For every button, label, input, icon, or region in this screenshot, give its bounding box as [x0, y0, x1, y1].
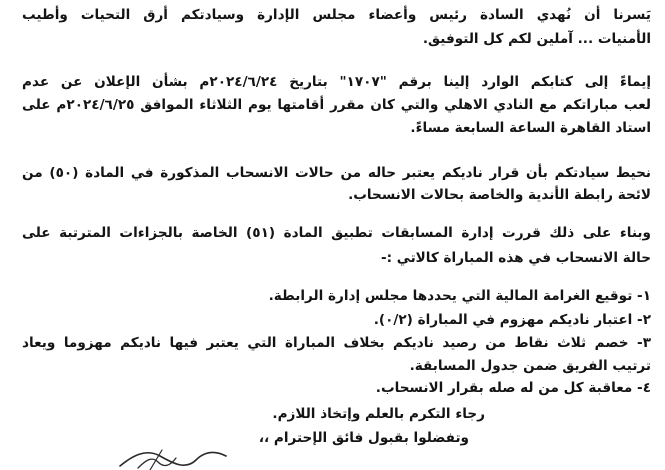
penalty-item-3-continuation: ترتيب الفريق ضمن جدول المسابقة. — [409, 358, 651, 374]
reference-line-3: استاد القاهرة الساعة السابعة مساءً. — [410, 120, 651, 136]
penalty-item-2: ٢- اعتبار ناديكم مهزوم في المباراة (٠/٢). — [373, 312, 651, 328]
notice-line-2: لائحة رابطة الأندية والخاصة بحالات الانسحاب. — [348, 187, 651, 203]
closing-line-1: رجاء التكرم بالعلم وإتخاذ اللازم. — [272, 406, 485, 422]
greeting-line-2: الأمنيات ... آملين لكم كل التوفيق. — [422, 31, 651, 47]
notice-line-1: نحيط سيادتكم بأن قرار ناديكم يعتبر حاله من حالات الانسحاب المذكورة في المادة (٥٠) من — [22, 165, 651, 181]
penalty-item-3: ٣- خصم ثلاث نقاط من رصيد ناديكم بخلاف المباراة التي يعتبر فيها ناديكم مهزوما ويعاد — [22, 335, 651, 351]
decision-line-1: وبناء على ذلك قررت إدارة المسابقات تطبيق المادة (٥١) الخاصة بالجزاءات المترتبة على — [22, 225, 651, 241]
decision-line-2: حالة الانسحاب في هذه المباراة كالاتي :- — [381, 250, 651, 266]
penalty-item-1: ١- توقيع الغرامة المالية التي يحددها مجلس إدارة الرابطة. — [268, 288, 651, 304]
handwritten-signature — [0, 426, 230, 470]
penalty-item-4: ٤- معاقبة كل من له صله بقرار الانسحاب. — [375, 380, 651, 396]
closing-line-2: وتفضلوا بقبول فائق الإحترام ،، — [258, 430, 469, 446]
reference-line-2: لعب مباراتكم مع النادي الاهلي والتي كان مقرر أقامتها يوم الثلاثاء الموافق ٢٠٢٤/٦/٢٥م على — [22, 97, 651, 113]
reference-line-1: إيماءً إلى كتابكم الوارد إلينا برقم "١٧٠٧" بتاريخ ٢٠٢٤/٦/٢٤م بشأن الإعلان عن عدم — [22, 74, 651, 90]
greeting-line-1: يَسرنا أن نُهدي السادة رئيس وأعضاء مجلس الإدارة وسيادتكم أرق التحيات وأطيب — [22, 7, 651, 23]
